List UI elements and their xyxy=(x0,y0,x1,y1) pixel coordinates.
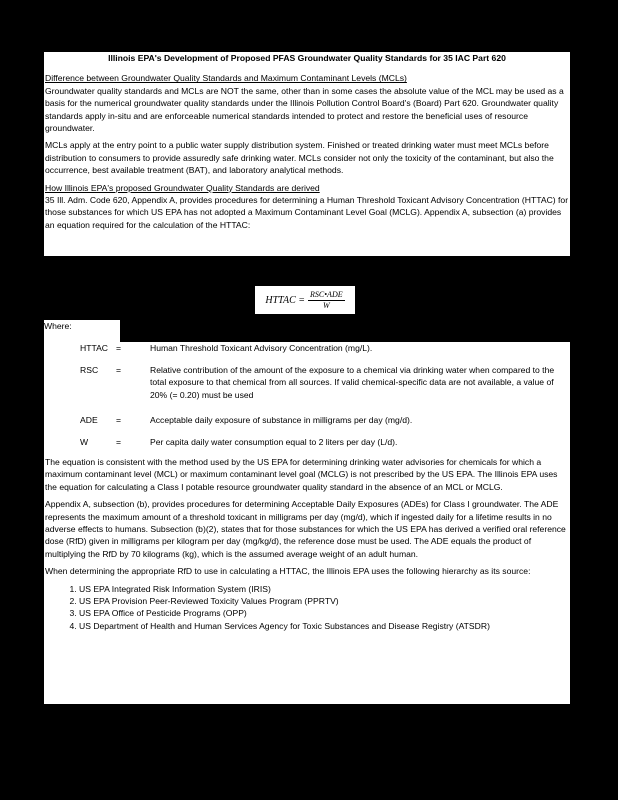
formula-fraction xyxy=(308,290,345,311)
definition-desc: Acceptable daily exposure of substance in milligrams per day (mg/d). xyxy=(150,415,413,425)
definition-equals: = xyxy=(116,343,122,353)
section3-para2: Appendix A, subsection (b), provides procedures for determining Acceptable Daily Exposures (ADEs) for Class I groundwater. The ADE represents the maximum amount of a threshold toxicant in milligrams per day (mg/d), which if ingested daily for a lifetime results in no adverse effects to humans. Subsection (b)(2), states that for those substances for which the US EPA has derived a verified oral reference dose (RfD) given in milligrams per kilogram per day (mg/kg/d), the reference dose must be used. The ADE equals the product of multiplying the RfD by 70 kilograms (kg), which is the assumed average weight of an adult human. xyxy=(45,499,566,559)
definition-term: HTTAC xyxy=(80,343,109,353)
definition-equals: = xyxy=(116,437,122,447)
page-title: Illinois EPA's Development of Proposed PFAS Groundwater Quality Standards for 35 IAC Part 620 xyxy=(108,53,506,63)
definition-desc: Per capita daily water consumption equal to 2 liters per day (L/d). xyxy=(150,437,398,447)
definition-desc: Human Threshold Toxicant Advisory Concentration (mg/L). xyxy=(150,343,373,353)
section1-para2: MCLs apply at the entry point to a public water supply distribution system. Finished or treated drinking water must meet MCLs before distribution to consumers to provide assuredly safe drinking water. MCLs consider not only the toxicity of the contaminant, but also the occurrence, best available treatment (BAT), and laboratory analytical methods. xyxy=(45,140,554,176)
definition-equals: = xyxy=(116,365,122,375)
section1-heading: Difference between Groundwater Quality Standards and Maximum Contaminant Levels (MCLs) xyxy=(45,73,407,84)
definition-desc: Relative contribution of the amount of the exposure to a chemical via drinking water when compared to the total exposure to that chemical from all sources. If valid chemical-specific data are not available, a value of 20% (= 0.20) must be used xyxy=(150,365,555,400)
definition-term: ADE xyxy=(80,415,98,425)
section3-para3: When determining the appropriate RfD to use in calculating a HTTAC, the Illinois EPA uses the following hierarchy as its source: xyxy=(45,566,531,577)
formula-lhs: HTTAC = xyxy=(265,294,306,306)
body-band xyxy=(44,456,570,704)
rfd-hierarchy-list xyxy=(45,583,569,633)
section2-heading: How Illinois EPA's proposed Groundwater Quality Standards are derived xyxy=(45,182,320,193)
list-item: 3. US EPA Office of Pesticide Programs (OPP) xyxy=(79,607,569,619)
list-item: 2. US EPA Provision Peer-Reviewed Toxicity Values Program (PPRTV) xyxy=(79,595,569,607)
list-item: 1. US EPA Integrated Risk Information System (IRIS) xyxy=(79,583,569,595)
intro-band xyxy=(44,52,570,256)
formula-numerator: RSC•ADE xyxy=(310,289,343,299)
where-label: Where: xyxy=(44,320,120,342)
definitions-block xyxy=(44,342,570,456)
section1-para1: Groundwater quality standards and MCLs are NOT the same, other than in some cases the absolute value of the MCL may be used as a basis for the numerical groundwater quality standards under the Illinois Pollution Control Board's (Board) Part 620. Groundwater quality standards apply in-situ and are enforceable numerical standards intended to protect and restore the beneficial uses of resource groundwater. xyxy=(45,85,564,134)
formula-denominator: W xyxy=(322,300,330,310)
definition-equals: = xyxy=(116,415,122,425)
section2-para1: 35 Ill. Adm. Code 620, Appendix A, provides procedures for determining a Human Threshold Toxicant Advisory Concentration (HTTAC) for those substances for which US EPA has not adopted a Maximum Contaminant Level Goal (MCLG). Appendix A, subsection (a) provides an equation required for the calculation of the HTTAC: xyxy=(45,195,569,230)
definition-term: W xyxy=(80,437,89,447)
httac-formula xyxy=(255,286,355,314)
definition-term: RSC xyxy=(80,365,99,375)
section3-para1: The equation is consistent with the method used by the US EPA for determining drinking water advisories for chemicals for which a maximum contaminant level (MCL) or maximum contaminant level goal (MCLG) is not prescribed by the US EPA. The Illinois EPA uses the equation for calculating a Class I potable resource groundwater quality standard in the absence of an MCL or MCLG. xyxy=(45,457,558,492)
list-item: 4. US Department of Health and Human Services Agency for Toxic Substances and Disease Registry (ATSDR) xyxy=(79,620,569,632)
